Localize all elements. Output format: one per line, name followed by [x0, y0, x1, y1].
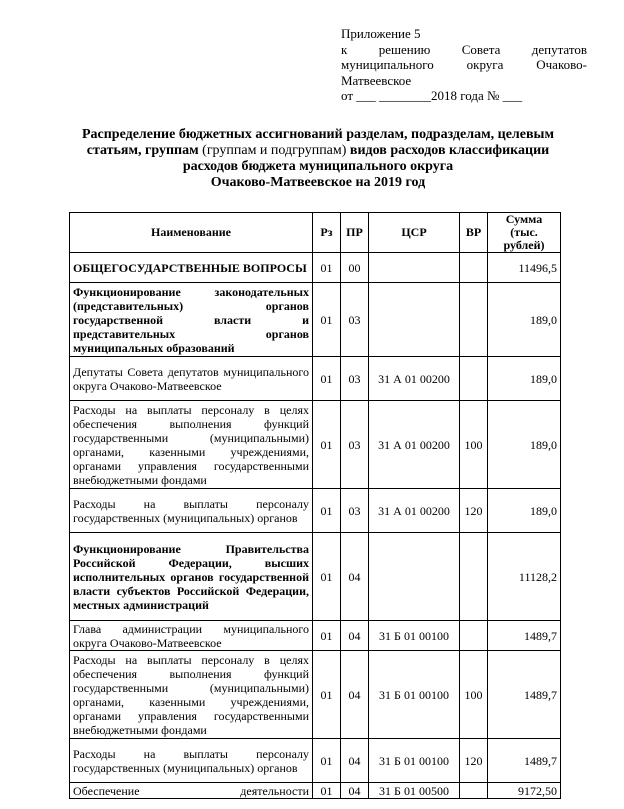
header-name: Наименование	[70, 213, 313, 253]
table-row	[70, 357, 561, 401]
cell-csr: 31 Б 01 00100	[369, 739, 460, 783]
cell-vr: 120	[460, 489, 488, 533]
cell-vr	[460, 253, 488, 283]
cell-sum: 1489,7	[488, 651, 561, 739]
cell-name: Обеспечение деятельности	[70, 783, 313, 799]
appendix-date-number: от ___ ________2018 года № ___	[341, 88, 523, 103]
cell-sum: 1489,7	[488, 739, 561, 783]
cell-rz: 01	[313, 401, 341, 489]
cell-pr: 03	[341, 489, 369, 533]
cell-rz: 01	[313, 283, 341, 357]
table-row	[70, 533, 561, 621]
cell-name: Функционирование законодательных (представительных) органов государственной власти и представительных органов муниципальных образований	[70, 283, 313, 357]
cell-pr: 03	[341, 357, 369, 401]
budget-table	[69, 212, 561, 799]
cell-rz: 01	[313, 489, 341, 533]
appendix-number: Приложение 5	[341, 26, 421, 41]
cell-pr: 04	[341, 783, 369, 799]
cell-sum: 189,0	[488, 357, 561, 401]
header-sum: Сумма (тыс. рублей)	[488, 213, 561, 253]
title-bold-part-2: видов расходов классификации расходов бюджета муниципального округа	[182, 143, 550, 174]
cell-rz: 01	[313, 621, 341, 651]
cell-pr: 04	[341, 739, 369, 783]
cell-vr: 100	[460, 651, 488, 739]
cell-rz: 01	[313, 783, 341, 799]
title-normal-part: (группам и подгруппам)	[202, 143, 347, 158]
table-row	[70, 621, 561, 651]
table-row	[70, 651, 561, 739]
cell-rz: 01	[313, 357, 341, 401]
table-row	[70, 783, 561, 799]
header-vr: ВР	[460, 213, 488, 253]
cell-csr	[369, 253, 460, 283]
cell-vr: 100	[460, 401, 488, 489]
cell-name: Депутаты Совета депутатов муниципального округа Очаково-Матвеевское	[70, 357, 313, 401]
cell-sum: 11128,2	[488, 533, 561, 621]
cell-rz: 01	[313, 533, 341, 621]
cell-vr	[460, 783, 488, 799]
cell-rz: 01	[313, 253, 341, 283]
document-title	[60, 127, 576, 191]
title-bold-part-1: Распределение бюджетных ассигнований разделам, подразделам, целевым статьям, группам	[81, 127, 555, 158]
table-row	[70, 283, 561, 357]
cell-sum: 189,0	[488, 489, 561, 533]
cell-csr: 31 Б 01 00500	[369, 783, 460, 799]
cell-pr: 04	[341, 533, 369, 621]
header-pr: ПР	[341, 213, 369, 253]
cell-pr: 04	[341, 651, 369, 739]
table-row	[70, 739, 561, 783]
cell-sum: 11496,5	[488, 253, 561, 283]
cell-sum: 189,0	[488, 283, 561, 357]
cell-rz: 01	[313, 739, 341, 783]
cell-csr: 31 А 01 00200	[369, 489, 460, 533]
cell-name: Расходы на выплаты персоналу государственных (муниципальных) органов	[70, 739, 313, 783]
cell-csr: 31 А 01 00200	[369, 401, 460, 489]
header-csr: ЦСР	[369, 213, 460, 253]
cell-vr: 120	[460, 739, 488, 783]
cell-sum: 9172,50	[488, 783, 561, 799]
cell-vr	[460, 533, 488, 621]
cell-csr: 31 А 01 00200	[369, 357, 460, 401]
cell-csr	[369, 283, 460, 357]
table-header-row	[70, 213, 561, 253]
cell-name: Функционирование Правительства Российской Федерации, высших исполнительных органов государственной власти субъектов Российской Федерации, местных администраций	[70, 533, 313, 621]
table-row	[70, 253, 561, 283]
appendix-header	[341, 26, 587, 104]
header-rz: Рз	[313, 213, 341, 253]
cell-name: ОБЩЕГОСУДАРСТВЕННЫЕ ВОПРОСЫ	[70, 253, 313, 283]
cell-name: Расходы на выплаты персоналу в целях обеспечения выполнения функций государственными (муниципальными) органами, казенными учреждениями, органами управления государственными внебюджетными фондами	[70, 401, 313, 489]
cell-pr: 00	[341, 253, 369, 283]
cell-name: Расходы на выплаты персоналу государственных (муниципальных) органов	[70, 489, 313, 533]
cell-pr: 03	[341, 401, 369, 489]
cell-csr: 31 Б 01 00100	[369, 651, 460, 739]
cell-sum: 189,0	[488, 401, 561, 489]
cell-pr: 04	[341, 621, 369, 651]
cell-vr	[460, 621, 488, 651]
table-row	[70, 401, 561, 489]
cell-name: Расходы на выплаты персоналу в целях обеспечения выполнения функций государственными (муниципальными) органами, казенными учреждениями, органами управления государственными внебюджетными фондами	[70, 651, 313, 739]
cell-name: Глава администрации муниципального округа Очаково-Матвеевское	[70, 621, 313, 651]
title-last-line: Очаково-Матвеевское на 2019 год	[210, 175, 426, 190]
cell-rz: 01	[313, 651, 341, 739]
cell-vr	[460, 357, 488, 401]
cell-vr	[460, 283, 488, 357]
cell-csr	[369, 533, 460, 621]
cell-sum: 1489,7	[488, 621, 561, 651]
cell-pr: 03	[341, 283, 369, 357]
appendix-decision-ref: к решению Совета депутатов муниципального округа Очаково-Матвеевское	[341, 41, 587, 88]
cell-csr: 31 Б 01 00100	[369, 621, 460, 651]
table-row	[70, 489, 561, 533]
